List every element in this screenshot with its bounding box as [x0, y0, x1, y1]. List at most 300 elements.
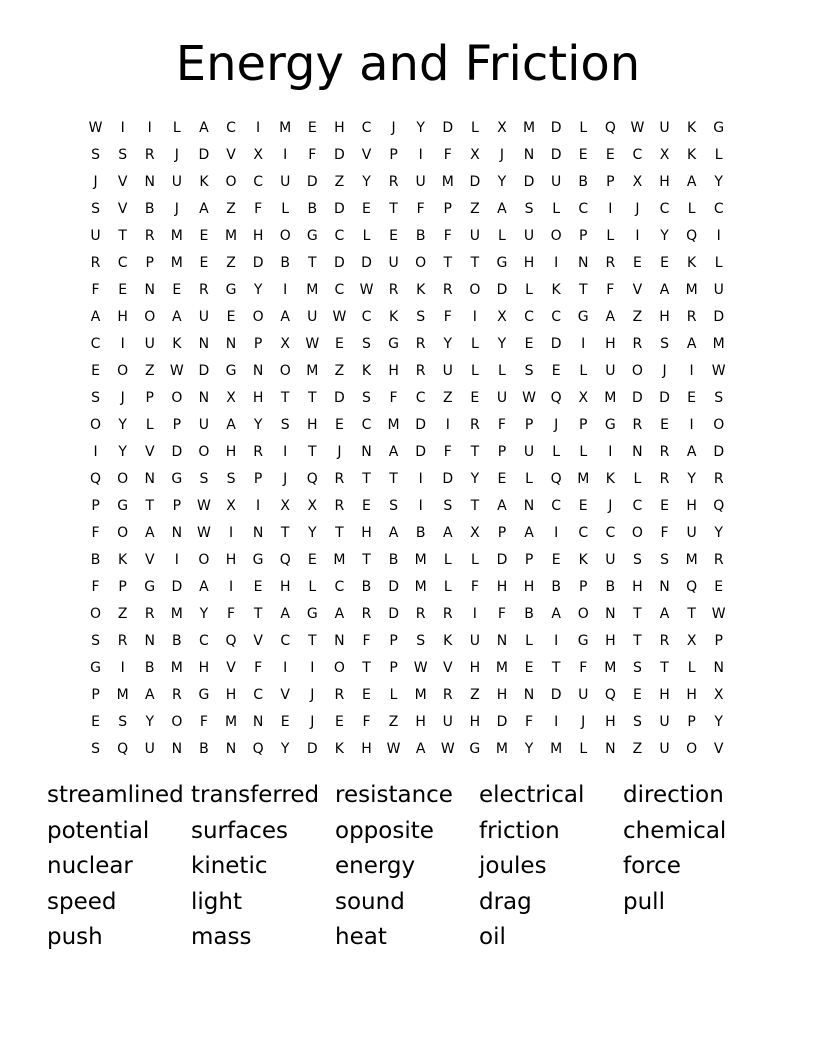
grid-letter: R: [334, 470, 345, 487]
grid-letter: E: [551, 551, 561, 568]
grid-letter: I: [418, 470, 423, 487]
grid-letter: N: [632, 443, 643, 460]
grid-letter: B: [280, 254, 290, 271]
grid-letter: V: [144, 551, 155, 568]
grid-letter: C: [280, 632, 291, 649]
word-list-item: sound: [335, 888, 405, 915]
grid-letter: U: [469, 632, 480, 649]
grid-row: [82, 627, 734, 654]
grid-letter: W: [711, 362, 726, 379]
grid-letter: L: [308, 578, 317, 595]
grid-letter: L: [579, 362, 588, 379]
grid-letter: Q: [713, 497, 725, 514]
grid-letter: D: [442, 119, 454, 136]
grid-letter: A: [524, 524, 534, 541]
grid-row: [82, 681, 734, 708]
grid-letter: F: [254, 659, 263, 676]
grid-letter: B: [172, 632, 182, 649]
grid-letter: P: [253, 335, 263, 352]
grid-letter: R: [334, 497, 345, 514]
grid-letter: C: [253, 173, 263, 190]
grid-letter: C: [334, 281, 345, 298]
grid-letter: U: [659, 119, 670, 136]
grid-letter: T: [253, 605, 263, 622]
grid-letter: T: [362, 659, 371, 676]
grid-letter: S: [362, 335, 371, 352]
grid-letter: P: [145, 389, 154, 406]
grid-letter: C: [334, 227, 345, 244]
grid-letter: J: [499, 146, 505, 163]
grid-letter: L: [525, 632, 533, 649]
grid-row: [82, 195, 734, 222]
grid-letter: J: [635, 200, 640, 217]
grid-letter: E: [470, 389, 480, 406]
grid-letter: L: [443, 578, 452, 595]
grid-letter: S: [199, 470, 209, 487]
grid-letter: J: [337, 443, 342, 460]
grid-letter: H: [659, 173, 670, 190]
grid-letter: J: [120, 389, 125, 406]
grid-letter: F: [606, 281, 615, 298]
grid-letter: P: [389, 659, 398, 676]
grid-letter: O: [252, 308, 264, 325]
grid-letter: Y: [253, 281, 263, 298]
grid-letter: C: [605, 524, 616, 541]
grid-letter: Z: [226, 200, 236, 217]
grid-letter: N: [605, 740, 616, 757]
grid-letter: L: [470, 551, 479, 568]
grid-letter: I: [120, 119, 125, 136]
grid-letter: R: [469, 416, 480, 433]
grid-letter: M: [604, 659, 617, 676]
grid-letter: I: [554, 713, 559, 730]
grid-letter: Q: [686, 227, 698, 244]
grid-letter: T: [470, 443, 480, 460]
grid-row: [82, 276, 734, 303]
grid-letter: S: [524, 362, 534, 379]
grid-letter: M: [577, 470, 590, 487]
grid-letter: X: [470, 146, 480, 163]
grid-letter: I: [310, 659, 315, 676]
grid-letter: S: [91, 146, 100, 163]
grid-letter: T: [687, 605, 696, 622]
grid-letter: L: [714, 254, 723, 271]
grid-letter: O: [90, 416, 102, 433]
word-list-item: resistance: [335, 782, 453, 808]
grid-letter: V: [632, 281, 643, 298]
grid-letter: C: [713, 200, 724, 217]
grid-letter: Y: [443, 335, 453, 352]
grid-letter: R: [144, 605, 155, 622]
grid-letter: U: [659, 740, 670, 757]
grid-letter: F: [362, 713, 371, 730]
grid-letter: N: [144, 281, 155, 298]
grid-letter: O: [225, 173, 237, 190]
grid-letter: N: [171, 524, 183, 541]
grid-letter: K: [687, 119, 697, 136]
grid-letter: D: [550, 119, 562, 136]
grid-letter: E: [362, 686, 371, 703]
grid-letter: V: [117, 173, 128, 190]
grid-letter: T: [578, 281, 588, 298]
grid-letter: E: [551, 362, 561, 379]
grid-letter: E: [632, 686, 642, 703]
grid-letter: F: [254, 200, 263, 217]
grid-letter: M: [550, 740, 563, 757]
grid-letter: E: [307, 119, 317, 136]
grid-letter: F: [443, 443, 452, 460]
grid-row: [82, 114, 734, 141]
grid-letter: S: [118, 146, 128, 163]
grid-letter: A: [334, 605, 345, 622]
grid-letter: F: [362, 632, 371, 649]
grid-letter: S: [91, 200, 100, 217]
grid-letter: A: [280, 308, 290, 325]
grid-letter: Q: [550, 389, 562, 406]
grid-letter: H: [496, 686, 508, 703]
grid-letter: R: [415, 605, 426, 622]
grid-letter: L: [687, 659, 696, 676]
grid-letter: W: [386, 740, 401, 757]
grid-letter: V: [442, 659, 453, 676]
grid-letter: D: [496, 713, 508, 730]
grid-letter: D: [442, 470, 454, 487]
grid-letter: J: [283, 470, 288, 487]
grid-letter: G: [496, 254, 508, 271]
grid-row: [82, 654, 734, 681]
grid-letter: C: [334, 578, 345, 595]
grid-letter: X: [253, 146, 263, 163]
grid-letter: S: [660, 335, 669, 352]
grid-letter: U: [144, 335, 155, 352]
grid-letter: L: [525, 281, 533, 298]
grid-letter: R: [659, 470, 670, 487]
grid-letter: P: [253, 470, 263, 487]
grid-letter: D: [713, 308, 725, 325]
grid-letter: Z: [632, 740, 643, 757]
grid-letter: V: [713, 740, 724, 757]
word-list-item: electrical: [479, 782, 585, 808]
grid-letter: U: [523, 227, 535, 244]
grid-letter: N: [252, 362, 264, 379]
grid-letter: Y: [199, 605, 209, 622]
grid-letter: P: [91, 686, 100, 703]
grid-letter: E: [118, 281, 128, 298]
grid-letter: X: [497, 119, 507, 136]
grid-letter: E: [714, 578, 724, 595]
grid-letter: I: [228, 524, 234, 541]
grid-letter: Y: [118, 443, 127, 460]
word-list-item: light: [191, 888, 242, 915]
grid-letter: V: [226, 146, 236, 163]
grid-letter: E: [687, 389, 697, 406]
grid-letter: W: [197, 497, 211, 514]
grid-letter: U: [469, 227, 480, 244]
grid-letter: S: [280, 416, 290, 433]
grid-row: [82, 438, 734, 465]
grid-row: [82, 357, 734, 384]
grid-letter: X: [470, 524, 480, 541]
grid-letter: F: [389, 389, 398, 406]
grid-letter: P: [389, 146, 398, 163]
grid-letter: W: [630, 119, 645, 136]
grid-letter: N: [523, 686, 535, 703]
grid-letter: N: [334, 632, 345, 649]
grid-letter: O: [144, 308, 156, 325]
grid-letter: M: [306, 281, 319, 298]
grid-letter: O: [577, 605, 589, 622]
grid-letter: J: [554, 416, 559, 433]
grid-letter: I: [174, 551, 179, 568]
grid-letter: R: [442, 281, 453, 298]
grid-letter: L: [389, 686, 398, 703]
grid-letter: P: [687, 713, 696, 730]
grid-letter: O: [90, 605, 102, 622]
grid-letter: L: [714, 146, 723, 163]
grid-letter: R: [144, 227, 155, 244]
grid-letter: D: [388, 578, 399, 595]
word-list-item: push: [47, 924, 103, 950]
grid-letter: T: [443, 254, 453, 271]
grid-letter: B: [578, 173, 589, 190]
grid-letter: H: [659, 308, 670, 325]
grid-letter: Q: [225, 632, 237, 649]
grid-letter: H: [225, 443, 237, 460]
grid-letter: S: [416, 632, 426, 649]
grid-letter: F: [199, 713, 208, 730]
grid-letter: Z: [334, 173, 345, 190]
grid-letter: W: [522, 389, 536, 406]
grid-letter: B: [605, 578, 616, 595]
grid-letter: U: [307, 308, 318, 325]
grid-letter: T: [308, 632, 317, 649]
grid-letter: Y: [660, 227, 669, 244]
grid-letter: X: [713, 686, 724, 703]
grid-letter: D: [171, 443, 183, 460]
grid-letter: G: [388, 335, 399, 352]
grid-letter: M: [495, 740, 508, 757]
grid-letter: Y: [714, 713, 723, 730]
grid-letter: U: [442, 362, 453, 379]
grid-letter: P: [145, 254, 154, 271]
grid-letter: U: [415, 173, 426, 190]
grid-letter: R: [713, 470, 724, 487]
grid-letter: F: [443, 146, 452, 163]
page-title: Energy and Friction: [175, 36, 641, 92]
grid-letter: M: [224, 713, 238, 730]
grid-letter: H: [252, 389, 264, 406]
grid-letter: O: [713, 416, 725, 433]
grid-letter: G: [306, 227, 318, 244]
grid-letter: F: [416, 200, 425, 217]
grid-letter: D: [361, 254, 372, 271]
word-list-item: streamlined: [47, 782, 184, 808]
grid-letter: N: [713, 659, 724, 676]
grid-letter: E: [226, 308, 236, 325]
grid-letter: H: [415, 713, 426, 730]
grid-letter: J: [608, 497, 613, 514]
grid-letter: D: [198, 362, 210, 379]
grid-letter: E: [632, 254, 642, 271]
grid-letter: F: [497, 605, 506, 622]
grid-letter: I: [283, 659, 288, 676]
grid-letter: F: [525, 713, 534, 730]
grid-letter: M: [523, 119, 536, 136]
grid-letter: F: [91, 281, 100, 298]
grid-letter: C: [253, 686, 263, 703]
grid-letter: J: [310, 713, 315, 730]
grid-letter: O: [686, 740, 698, 757]
word-list-item: drag: [479, 888, 532, 915]
grid-letter: D: [550, 335, 562, 352]
grid-letter: S: [443, 497, 453, 514]
grid-letter: U: [713, 281, 724, 298]
grid-letter: H: [334, 119, 345, 136]
grid-letter: Y: [416, 119, 425, 136]
grid-letter: T: [660, 659, 669, 676]
grid-letter: I: [120, 659, 125, 676]
grid-letter: V: [253, 632, 263, 649]
grid-letter: H: [686, 497, 697, 514]
grid-letter: R: [686, 308, 697, 325]
grid-letter: A: [415, 740, 426, 757]
grid-letter: H: [605, 335, 616, 352]
grid-letter: L: [498, 362, 506, 379]
grid-letter: M: [170, 659, 183, 676]
grid-letter: I: [608, 443, 613, 460]
grid-letter: M: [170, 605, 183, 622]
word-list-item: potential: [47, 817, 150, 844]
grid-letter: C: [632, 146, 643, 163]
grid-letter: T: [362, 551, 371, 568]
grid-letter: S: [632, 659, 642, 676]
grid-letter: X: [578, 389, 589, 406]
grid-letter: C: [90, 335, 101, 352]
grid-letter: G: [577, 632, 589, 649]
grid-letter: N: [198, 389, 210, 406]
grid-letter: D: [198, 146, 210, 163]
grid-letter: N: [144, 470, 155, 487]
grid-letter: E: [389, 227, 398, 244]
grid-letter: W: [332, 308, 347, 325]
grid-row: [82, 735, 734, 762]
grid-letter: W: [197, 524, 211, 541]
grid-letter: D: [550, 686, 562, 703]
grid-letter: C: [199, 632, 209, 649]
grid-letter: Q: [279, 551, 291, 568]
grid-letter: A: [497, 200, 507, 217]
grid-letter: A: [659, 605, 670, 622]
grid-letter: C: [415, 389, 426, 406]
grid-letter: D: [334, 254, 345, 271]
grid-letter: O: [631, 362, 643, 379]
grid-letter: F: [660, 524, 669, 541]
grid-letter: W: [440, 740, 455, 757]
grid-letter: R: [388, 173, 399, 190]
grid-letter: M: [224, 227, 238, 244]
grid-letter: N: [523, 497, 535, 514]
grid-letter: B: [307, 200, 318, 217]
grid-letter: Q: [604, 686, 616, 703]
grid-letter: I: [472, 308, 477, 325]
grid-row: [82, 708, 734, 735]
grid-letter: N: [144, 173, 155, 190]
grid-letter: N: [252, 713, 264, 730]
grid-letter: Z: [470, 200, 480, 217]
grid-letter: I: [554, 524, 559, 541]
grid-letter: T: [470, 254, 480, 271]
grid-letter: E: [524, 335, 534, 352]
grid-letter: L: [579, 740, 588, 757]
grid-letter: H: [225, 686, 237, 703]
grid-letter: M: [170, 227, 183, 244]
grid-letter: S: [389, 497, 399, 514]
grid-letter: D: [415, 416, 427, 433]
grid-letter: R: [199, 281, 209, 298]
grid-letter: X: [226, 389, 236, 406]
grid-letter: V: [117, 200, 128, 217]
grid-letter: E: [660, 254, 669, 271]
grid-letter: G: [144, 578, 156, 595]
grid-letter: K: [551, 281, 561, 298]
grid-letter: O: [117, 524, 129, 541]
grid-letter: Q: [306, 470, 318, 487]
grid-letter: R: [415, 362, 426, 379]
grid-letter: L: [552, 443, 561, 460]
grid-letter: G: [225, 362, 237, 379]
grid-row: [82, 249, 734, 276]
word-list-item: mass: [191, 924, 252, 950]
grid-row: [82, 600, 734, 627]
grid-letter: R: [361, 605, 372, 622]
grid-letter: H: [469, 713, 481, 730]
grid-letter: Z: [144, 362, 155, 379]
grid-letter: E: [334, 713, 344, 730]
grid-letter: O: [415, 254, 427, 271]
grid-letter: I: [256, 119, 261, 136]
grid-letter: A: [442, 524, 453, 541]
grid-letter: G: [198, 686, 210, 703]
grid-letter: E: [199, 254, 209, 271]
grid-letter: Y: [362, 173, 371, 190]
grid-letter: N: [605, 605, 616, 622]
grid-letter: H: [388, 362, 399, 379]
grid-letter: V: [361, 146, 372, 163]
grid-letter: P: [579, 416, 588, 433]
grid-letter: M: [116, 686, 129, 703]
grid-row: [82, 546, 734, 573]
word-list-item: nuclear: [47, 853, 133, 879]
grid-letter: L: [172, 119, 181, 136]
grid-letter: Q: [686, 578, 698, 595]
grid-letter: M: [712, 335, 725, 352]
grid-letter: Z: [442, 389, 453, 406]
word-list-item: surfaces: [191, 817, 288, 844]
grid-letter: L: [362, 227, 371, 244]
grid-letter: L: [470, 362, 479, 379]
grid-letter: X: [280, 335, 290, 352]
grid-letter: E: [280, 713, 290, 730]
grid-letter: R: [442, 686, 453, 703]
word-list-item: energy: [335, 853, 416, 879]
grid-letter: P: [172, 416, 182, 433]
grid-letter: C: [524, 308, 534, 325]
grid-letter: S: [632, 551, 642, 568]
grid-letter: E: [578, 146, 588, 163]
word-list-item: opposite: [335, 817, 434, 844]
grid-letter: L: [470, 335, 479, 352]
grid-letter: H: [469, 659, 481, 676]
